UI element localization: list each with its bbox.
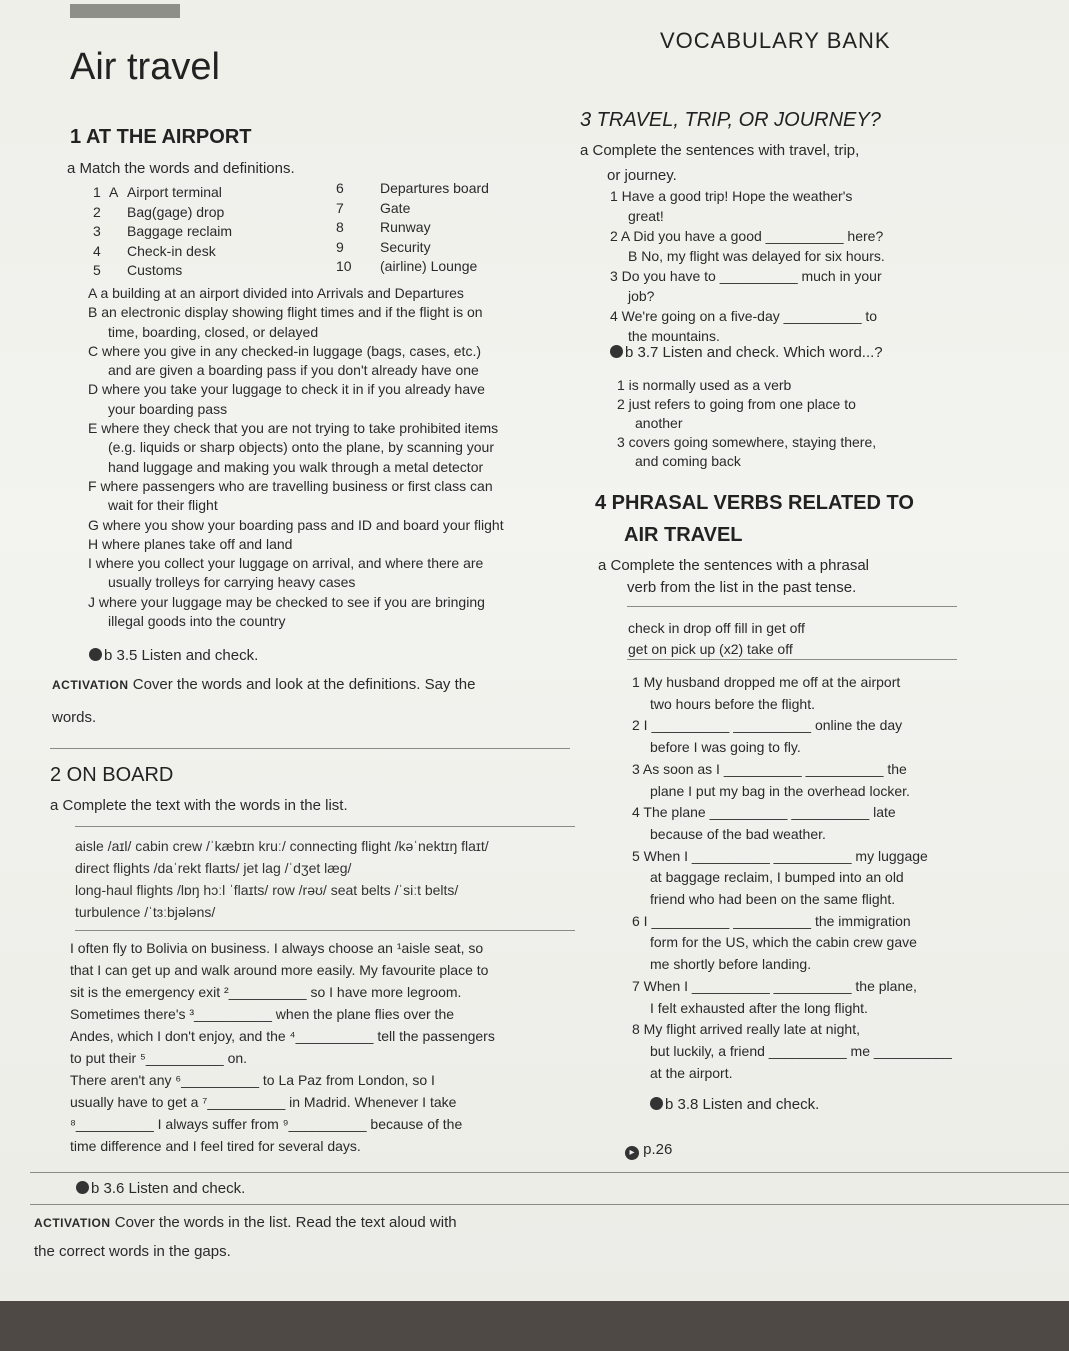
- s1-activation-2: words.: [52, 709, 97, 726]
- vocabulary-bank-label: VOCABULARY BANK: [660, 28, 891, 53]
- section-3-heading: 3 TRAVEL, TRIP, OR JOURNEY?: [580, 109, 881, 131]
- divider: [75, 826, 575, 827]
- s1-b-listen: b 3.5 Listen and check.: [55, 647, 258, 665]
- divider: [50, 748, 570, 749]
- s1-activation: ACTIVATION Cover the words and look at the definitions. Say the: [52, 676, 476, 693]
- divider: [627, 606, 957, 607]
- s1-words-left: 1 A Airport terminal 2 Bag(gage) drop 3 Baggage reclaim 4 Check-in desk 5 Customs: [93, 184, 233, 278]
- section-4-heading-2: AIR TRAVEL: [624, 524, 743, 546]
- audio-icon[interactable]: [650, 1097, 663, 1110]
- page-title: Air travel: [70, 46, 220, 88]
- s4-a-instruction: a Complete the sentences with a phrasal: [598, 557, 869, 574]
- s3-b-lines: 1 is normally used as a verb 2 just refers to going from one place to another 3 covers going somewhere, staying there, and coming back: [617, 377, 877, 469]
- divider: [30, 1204, 1069, 1205]
- s2-b-listen: b 3.6 Listen and check.: [36, 1180, 245, 1198]
- section-2-heading: 2 ON BOARD: [50, 764, 174, 786]
- s4-b-listen: b 3.8 Listen and check.: [622, 1096, 819, 1114]
- s3-a-instruction-2: or journey.: [607, 167, 677, 184]
- section-4-heading: 4 PHRASAL VERBS RELATED TO: [595, 492, 914, 514]
- s2-a-instruction: a Complete the text with the words in the list.: [50, 797, 348, 814]
- s3-a-instruction: a Complete the sentences with travel, trip,: [580, 142, 860, 159]
- page-reference[interactable]: ▸ p.26: [625, 1141, 672, 1160]
- top-tab-strip: [70, 4, 180, 18]
- s2-activation: ACTIVATION Cover the words in the list. Read the text aloud with: [34, 1214, 457, 1231]
- s2-word-list: aisle /aɪl/ cabin crew /ˈkæbɪn kruː/ connecting flight /kəˈnektɪŋ flaɪt/ direct flights /daˈrekt flaɪts/ jet lag /ˈdʒet læg/ long-haul flights /lɒŋ hɔːl ˈflaɪts/ row /rəʊ/ seat belts /ˈsiːt belts/ turbulence /ˈtɜːbjələns/: [75, 838, 489, 920]
- audio-icon[interactable]: [610, 345, 623, 358]
- desk-background: [0, 1301, 1069, 1351]
- arrow-circle-icon: ▸: [625, 1146, 639, 1160]
- audio-icon[interactable]: [89, 648, 102, 661]
- s2-activation-2: the correct words in the gaps.: [34, 1243, 231, 1260]
- s1-words-right: 6 Departures board 7 Gate 8 Runway 9 Security 10 (airline) Lounge: [336, 180, 489, 274]
- divider: [627, 659, 957, 660]
- s1-a-instruction: a Match the words and definitions.: [67, 160, 295, 177]
- s4-sentences: 1 My husband dropped me off at the airport two hours before the flight. 2 I __________ __________ online the day before I was going to fly. 3 As soon as I __________ __________ the plane I put my bag in the overhead locker. 4 The plane __________ __________ late because of the bad weather. 5 When I __________ __________ my luggage at baggage reclaim, I bumped into an old friend who had been on the same flight. 6 I __________ __________ the immigration form for the US, which the cabin crew gave me shortly before landing. 7 When I __________ __________ the plane, I felt exhausted after the long flight. 8 My flight arrived really late at night, but luckily, a friend __________ me __________ at the airport.: [632, 674, 952, 1081]
- divider: [30, 1172, 1069, 1173]
- s2-text: I often fly to Bolivia on business. I always choose an ¹aisle seat, so that I can get up and walk around more easily. My favourite place to sit is the emergency exit ²__________ so I have more legroom. Sometimes there's ³__________ when the plane flies over the Andes, which I don't enjoy, and the ⁴__________ tell the passengers to put their ⁵__________ on. There aren't any ⁶__________ to La Paz from London, so I usually have to get a ⁷__________ in Madrid. Whenever I take ⁸__________ I always suffer from ⁹__________ because of the time difference and I feel tired for several days.: [70, 940, 495, 1154]
- s3-b-instruction: b 3.7 Listen and check. Which word...?: [590, 344, 883, 362]
- s4-verb-list-1: check in drop off fill in get off: [628, 620, 805, 636]
- s1-definitions: A a building at an airport divided into Arrivals and Departures B an electronic display showing flight times and if the flight is on time, boarding, closed, or delayed C where you give in any checked-in luggage (bags, cases, etc.) and are given a boarding pass if you don't already have one D where you take your luggage to check it in if you already have your boarding pass E where they check that you are not trying to take prohibited items (e.g. liquids or sharp objects) onto the plane, by scanning your hand luggage and making you walk through a metal detector F where passengers who are travelling business or first class can wait for their flight G where you show your boarding pass and ID and board your flight H where planes take off and land I where you collect your luggage on arrival, and where there are usually trolleys for carrying heavy cases J where your luggage may be checked to see if you are bringing illegal goods into the country: [88, 285, 504, 630]
- audio-icon[interactable]: [76, 1181, 89, 1194]
- s3-sentences: 1 Have a good trip! Hope the weather's great! 2 A Did you have a good __________ here? B No, my flight was delayed for six hours. 3 Do you have to __________ much in your job? 4 We're going on a five-day __________ to the mountains.: [610, 188, 885, 344]
- section-1-heading: 1 AT THE AIRPORT: [70, 126, 252, 148]
- divider: [75, 930, 575, 931]
- s4-a-instruction-2: verb from the list in the past tense.: [627, 579, 857, 596]
- s4-verb-list-2: get on pick up (x2) take off: [628, 641, 793, 657]
